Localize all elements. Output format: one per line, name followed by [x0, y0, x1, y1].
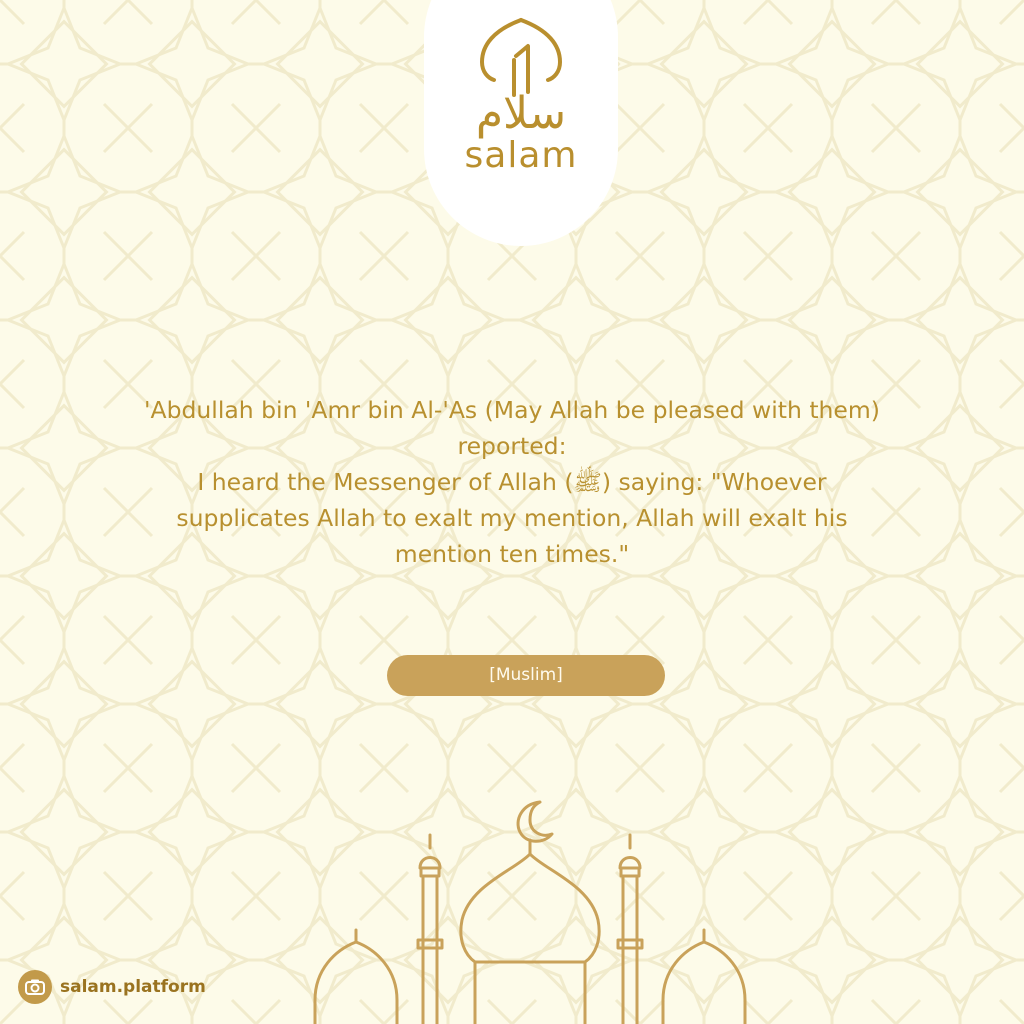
- hadith-quote: [110, 392, 914, 572]
- mosque-illustration: [290, 790, 770, 1024]
- quote-line: 'Abdullah bin 'Amr bin Al-'As (May Allah be pleased with them): [144, 396, 880, 424]
- quote-line: mention ten times.": [394, 540, 630, 568]
- quote-line: reported:: [457, 432, 567, 460]
- brand-handle[interactable]: [18, 968, 206, 1006]
- arabic-logo-text: سلام: [475, 88, 567, 139]
- quote-line: supplicates Allah to exalt my mention, Allah will exalt his: [176, 504, 848, 532]
- dome-logo-icon: [424, 0, 618, 150]
- logo-badge: [424, 0, 618, 246]
- source-badge: [Muslim]: [387, 655, 665, 696]
- brand-name: salam.platform: [60, 977, 206, 997]
- logo-wordmark: salam: [464, 135, 578, 176]
- quote-line: I heard the Messenger of Allah (ﷺ) saying: "Whoever: [197, 468, 827, 496]
- camera-icon: [18, 970, 52, 1004]
